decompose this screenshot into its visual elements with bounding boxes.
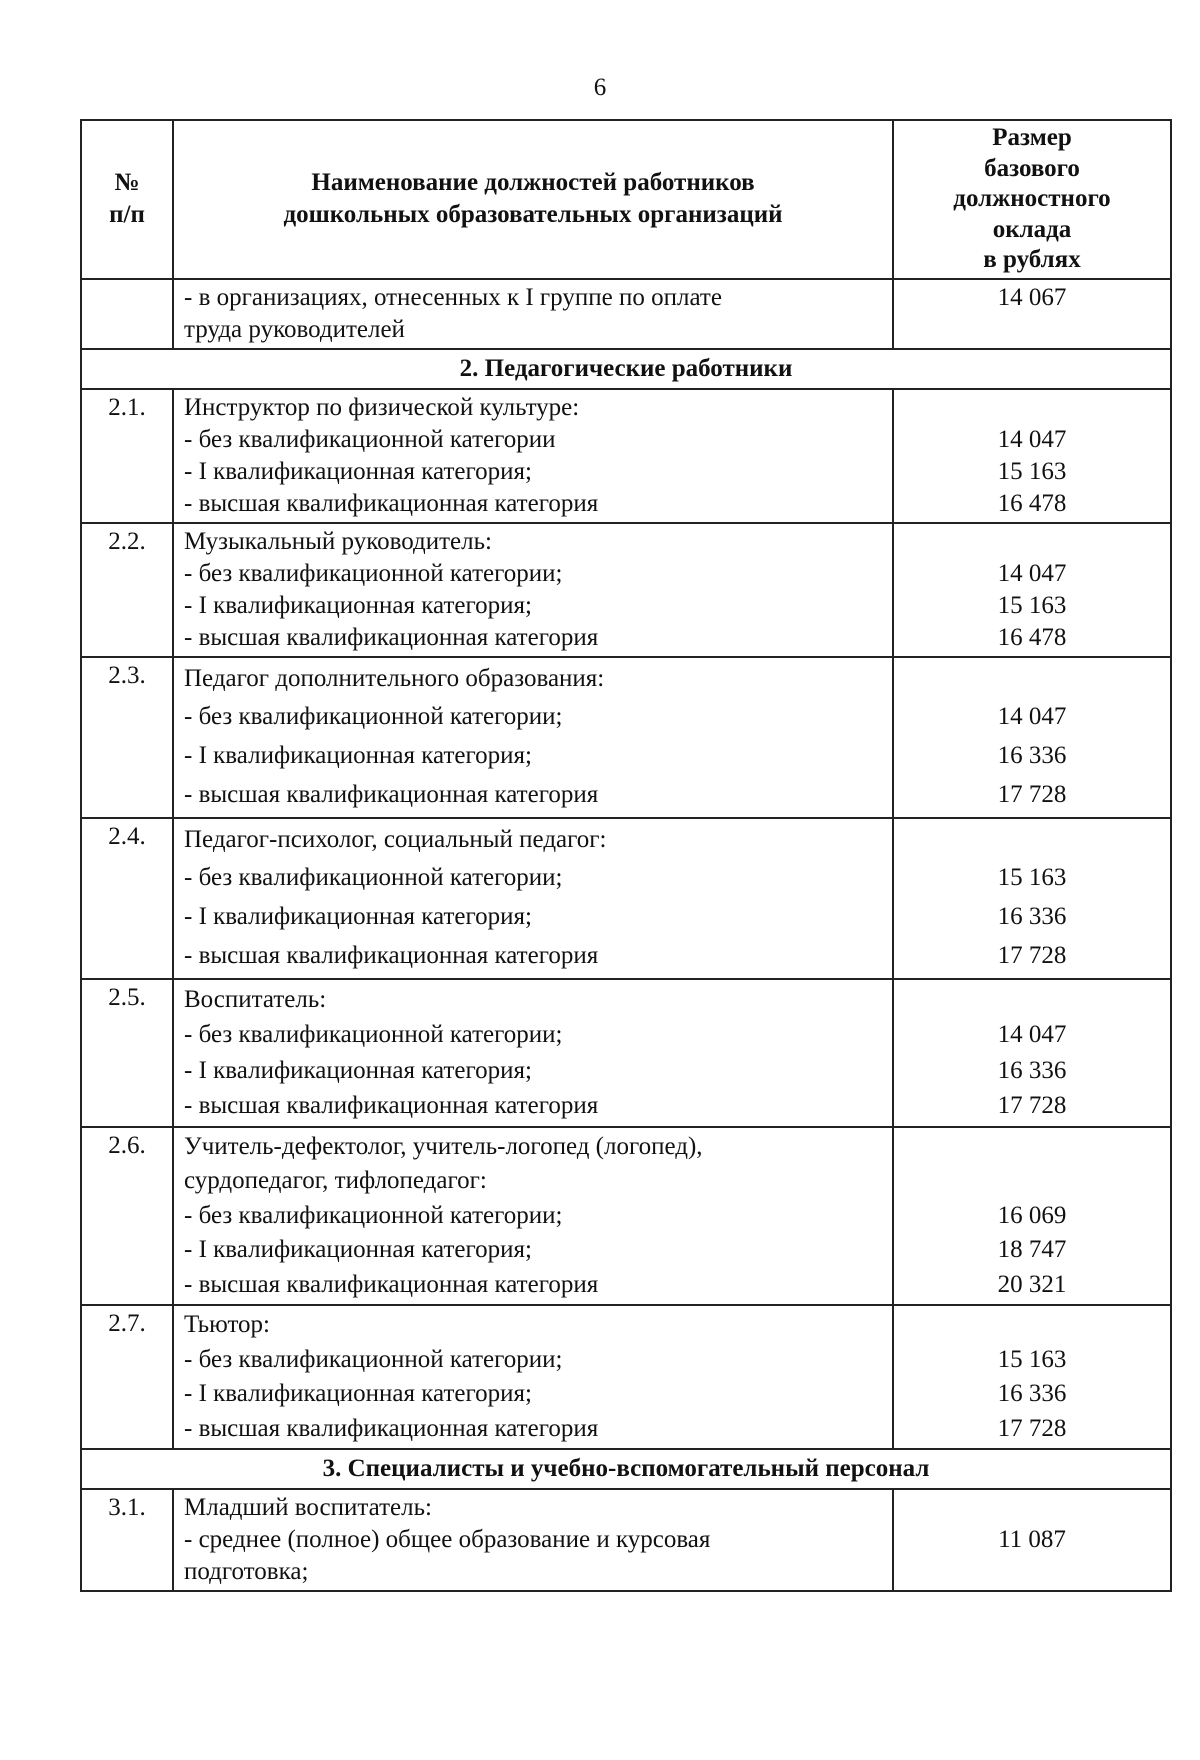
salary-value: 14 047 (997, 1021, 1067, 1048)
row-name (173, 818, 893, 979)
salary-value: 18 747 (997, 1236, 1067, 1263)
category-label: - I квалификационная категория; (184, 457, 532, 485)
position-title: Младший воспитатель: (184, 1494, 432, 1521)
header-name-line: Наименование должностей работников (311, 169, 755, 197)
salary-value: 14 067 (997, 283, 1067, 311)
header-number-line: № (114, 169, 140, 197)
salary-value: 15 163 (997, 864, 1067, 892)
header-number-line: п/п (109, 201, 145, 229)
position-title: Тьютор: (184, 1311, 270, 1338)
salary-value: 16 478 (997, 489, 1067, 517)
row-value (893, 818, 1171, 979)
section-title: 3. Специалисты и учебно-вспомогательный персонал (81, 1449, 1171, 1489)
row-name (173, 1127, 893, 1306)
category-label: - без квалификационной категории; (184, 703, 563, 731)
category-label: - высшая квалификационная категория (184, 1414, 599, 1442)
category-label: - среднее (полное) общее образование и курсовая (184, 1526, 711, 1553)
row-number: 2.4. (81, 818, 173, 979)
section-title: 2. Педагогические работники (81, 349, 1171, 389)
salary-value: 17 728 (997, 780, 1067, 808)
row-number (81, 279, 173, 349)
category-label: - I квалификационная категория; (184, 1056, 532, 1084)
row-name (173, 979, 893, 1127)
row-value (893, 1305, 1171, 1449)
position-title: Педагог-психолог, социальный педагог: (184, 825, 607, 853)
row-name-line: - в организациях, отнесенных к I группе по оплате (184, 283, 722, 311)
salary-value: 16 336 (997, 1056, 1067, 1084)
row-value (893, 523, 1171, 657)
salary-value: 11 087 (998, 1526, 1066, 1553)
header-number (81, 120, 173, 279)
row-number: 2.5. (81, 979, 173, 1127)
row-name (173, 657, 893, 818)
row-name (173, 1489, 893, 1591)
position-title: Воспитатель: (184, 985, 327, 1013)
salary-value: 15 163 (997, 1345, 1067, 1373)
category-label: - I квалификационная категория; (184, 1236, 532, 1263)
row-number: 2.3. (81, 657, 173, 818)
salary-value: 15 163 (997, 457, 1067, 485)
salary-value: 16 336 (997, 1380, 1067, 1407)
row-number: 2.7. (81, 1305, 173, 1449)
header-name-line: дошкольных образовательных организаций (283, 201, 783, 229)
row-value (893, 1489, 1171, 1591)
category-label: - высшая квалификационная категория (184, 1270, 599, 1298)
position-title: Учитель-дефектолог, учитель-логопед (логопед), (184, 1132, 703, 1160)
table-row (81, 1489, 1171, 1591)
category-label: - без квалификационной категории; (184, 864, 563, 892)
salary-value: 20 321 (997, 1270, 1067, 1298)
salary-value: 14 047 (997, 559, 1067, 587)
position-title: Музыкальный руководитель: (184, 527, 492, 555)
category-label: - без квалификационной категории; (184, 1021, 563, 1048)
table-row (81, 523, 1171, 657)
header-position-name (173, 120, 893, 279)
row-value (893, 1127, 1171, 1306)
header-value-line: в рублях (983, 246, 1081, 273)
row-number: 3.1. (81, 1489, 173, 1591)
row-name (173, 279, 893, 349)
page-number: 6 (593, 74, 607, 101)
salary-value: 17 728 (997, 1092, 1067, 1119)
header-salary (893, 120, 1171, 279)
table-header-row (81, 120, 1171, 279)
salary-value: 17 728 (997, 941, 1067, 969)
row-number: 2.2. (81, 523, 173, 657)
category-label: - высшая квалификационная категория (184, 623, 599, 651)
table-row (81, 279, 1171, 349)
table-row (81, 1127, 1171, 1306)
category-label: - без квалификационной категории; (184, 559, 563, 587)
category-label: - без квалификационной категории; (184, 1201, 563, 1229)
row-value (893, 279, 1171, 349)
section-header-row (81, 1449, 1171, 1489)
row-value (893, 657, 1171, 818)
table-row (81, 389, 1171, 523)
category-label: - высшая квалификационная категория (184, 941, 599, 969)
table-row (81, 657, 1171, 818)
salary-table (80, 119, 1172, 1592)
salary-value: 16 336 (997, 903, 1067, 930)
salary-value: 16 478 (997, 623, 1067, 651)
header-value-line: базового (984, 154, 1080, 182)
row-value (893, 389, 1171, 523)
section-header-row (81, 349, 1171, 389)
category-label: - I квалификационная категория; (184, 903, 532, 930)
row-number: 2.6. (81, 1127, 173, 1306)
position-title: Педагог дополнительного образования: (184, 664, 605, 692)
category-label: - без квалификационной категории (184, 425, 556, 453)
row-number: 2.1. (81, 389, 173, 523)
table-row (81, 979, 1171, 1127)
row-name (173, 523, 893, 657)
salary-value: 17 728 (997, 1414, 1067, 1442)
table-row (81, 1305, 1171, 1449)
row-value (893, 979, 1171, 1127)
salary-value: 14 047 (997, 703, 1067, 731)
category-label: - высшая квалификационная категория (184, 1092, 599, 1119)
category-label: - без квалификационной категории; (184, 1345, 563, 1373)
row-name (173, 389, 893, 523)
salary-value: 14 047 (997, 425, 1067, 453)
header-value-line: оклада (992, 215, 1072, 243)
salary-value: 15 163 (997, 591, 1067, 619)
category-label: - I квалификационная категория; (184, 591, 532, 619)
category-label: - I квалификационная категория; (184, 742, 532, 769)
row-name (173, 1305, 893, 1449)
header-value-line: Размер (992, 124, 1072, 151)
salary-value: 16 336 (997, 742, 1067, 769)
position-title: сурдопедагог, тифлопедагог: (184, 1167, 487, 1194)
table-row (81, 818, 1171, 979)
position-title: Инструктор по физической культуре: (184, 393, 580, 421)
header-value-line: должностного (953, 185, 1111, 212)
category-label: подготовка; (184, 1558, 309, 1585)
category-label: - высшая квалификационная категория (184, 780, 599, 808)
category-label: - высшая квалификационная категория (184, 489, 599, 517)
category-label: - I квалификационная категория; (184, 1380, 532, 1407)
row-name-line: труда руководителей (184, 315, 405, 343)
salary-value: 16 069 (997, 1201, 1067, 1229)
